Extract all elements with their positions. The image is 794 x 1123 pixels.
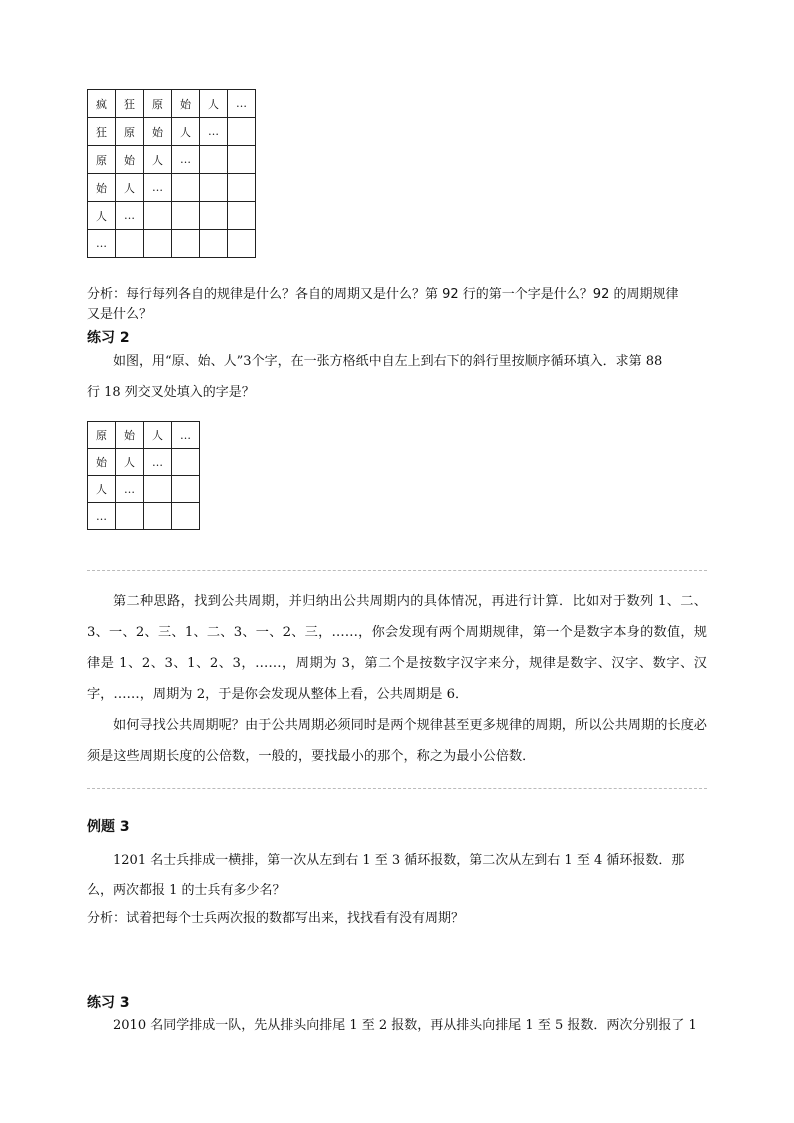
grid-row bbox=[88, 503, 200, 530]
grid-cell bbox=[172, 202, 200, 230]
grid-cell bbox=[228, 230, 256, 258]
idea-2-paragraph-2: 如何寻找公共周期呢？由于公共周期必须同时是两个规律甚至更多规律的周期，所以公共周期的长度必须是这些周期长度的公倍数，一般的，要找最小的那个，称之为最小公倍数． bbox=[87, 718, 707, 764]
example-3-line-1: 1201 名士兵排成一横排，第一次从左到右 1 至 3 循环报数，第二次从左到右 1 至 4 循环报数．那 bbox=[113, 853, 685, 868]
grid-cell: 原 bbox=[88, 146, 116, 174]
grid-cell bbox=[172, 476, 200, 503]
dashed-divider-bottom bbox=[87, 788, 707, 789]
practice-2-title: 练习 2 bbox=[87, 330, 130, 346]
grid-row bbox=[88, 476, 200, 503]
grid-cell: … bbox=[200, 118, 228, 146]
character-grid-1 bbox=[87, 89, 256, 258]
grid-cell bbox=[200, 202, 228, 230]
grid-cell: 原 bbox=[144, 90, 172, 118]
grid-cell: 人 bbox=[144, 422, 172, 449]
grid-cell: 人 bbox=[116, 449, 144, 476]
grid-row bbox=[88, 422, 200, 449]
grid-cell: … bbox=[172, 422, 200, 449]
grid-cell: 人 bbox=[172, 118, 200, 146]
grid-cell: … bbox=[144, 449, 172, 476]
grid-cell: 原 bbox=[116, 118, 144, 146]
grid-cell: 原 bbox=[88, 422, 116, 449]
grid-cell bbox=[116, 503, 144, 530]
grid-cell bbox=[116, 230, 144, 258]
grid-cell: … bbox=[116, 476, 144, 503]
grid-cell bbox=[144, 230, 172, 258]
grid-cell: 狂 bbox=[88, 118, 116, 146]
analysis-3: 分析：试着把每个士兵两次报的数都写出来，找找看有没有周期？ bbox=[87, 911, 465, 926]
grid-cell bbox=[144, 476, 172, 503]
grid-cell: 始 bbox=[116, 146, 144, 174]
grid-cell: … bbox=[144, 174, 172, 202]
grid-row bbox=[88, 202, 256, 230]
grid-cell bbox=[228, 202, 256, 230]
grid-cell bbox=[200, 146, 228, 174]
grid-cell: 人 bbox=[144, 146, 172, 174]
idea-2-paragraph-1: 第二种思路，找到公共周期，并归纳出公共周期内的具体情况，再进行计算．比如对于数列 1、二、3、一、2、三、1、二、3、一、2、三，……，你会发现有两个周期规律，第一个是数字本身的数值，规律是 1、2、3、1、2、3，……，周期为 3，第二个是按数字汉字来分，规律是数字、汉字、数字、汉字，……，周期为 2，于是你会发现从整体上看，公共周期是 6． bbox=[87, 594, 707, 702]
example-3-title: 例题 3 bbox=[87, 819, 130, 835]
grid-cell bbox=[200, 230, 228, 258]
grid-cell: … bbox=[172, 146, 200, 174]
grid-cell: 始 bbox=[88, 174, 116, 202]
grid-cell: 疯 bbox=[88, 90, 116, 118]
idea-2-section bbox=[87, 586, 707, 772]
grid-row bbox=[88, 174, 256, 202]
grid-cell: … bbox=[228, 90, 256, 118]
practice-3-title: 练习 3 bbox=[87, 995, 130, 1011]
practice-2-line-1: 如图，用“原、始、人”3个字，在一张方格纸中自左上到右下的斜行里按顺序循环填入．求第 88 bbox=[113, 354, 663, 369]
practice-3-line-1: 2010 名同学排成一队，先从排头向排尾 1 至 2 报数，再从排头向排尾 1 至 5 报数．两次分别报了 1 bbox=[113, 1018, 697, 1033]
analysis-1-line-1: 分析：每行每列各自的规律是什么？各自的周期又是什么？第 92 行的第一个字是什么？92 的周期规律 bbox=[87, 287, 679, 302]
grid-cell bbox=[172, 174, 200, 202]
grid-cell bbox=[144, 503, 172, 530]
grid-cell bbox=[172, 230, 200, 258]
grid-cell bbox=[144, 202, 172, 230]
grid-cell bbox=[172, 503, 200, 530]
grid-cell: 人 bbox=[116, 174, 144, 202]
grid-cell: … bbox=[88, 230, 116, 258]
grid-cell bbox=[228, 118, 256, 146]
grid-cell bbox=[172, 449, 200, 476]
grid-cell bbox=[200, 174, 228, 202]
grid-cell: 始 bbox=[88, 449, 116, 476]
practice-2-line-2: 行 18 列交叉处填入的字是？ bbox=[87, 385, 255, 400]
grid-row bbox=[88, 146, 256, 174]
grid-cell bbox=[228, 146, 256, 174]
grid-cell: 人 bbox=[200, 90, 228, 118]
grid-row bbox=[88, 118, 256, 146]
example-3-line-2: 么，两次都报 1 的士兵有多少名？ bbox=[87, 883, 286, 898]
grid-cell bbox=[228, 174, 256, 202]
grid-cell: 人 bbox=[88, 476, 116, 503]
grid-cell: 狂 bbox=[116, 90, 144, 118]
grid-row bbox=[88, 230, 256, 258]
grid-row bbox=[88, 90, 256, 118]
dashed-divider-top bbox=[87, 570, 707, 571]
grid-cell: 人 bbox=[88, 202, 116, 230]
grid-cell: … bbox=[116, 202, 144, 230]
grid-row bbox=[88, 449, 200, 476]
grid-cell: … bbox=[88, 503, 116, 530]
analysis-1-line-2: 又是什么？ bbox=[87, 307, 153, 322]
character-grid-2 bbox=[87, 421, 200, 530]
grid-cell: 始 bbox=[172, 90, 200, 118]
grid-cell: 始 bbox=[116, 422, 144, 449]
grid-cell: 始 bbox=[144, 118, 172, 146]
